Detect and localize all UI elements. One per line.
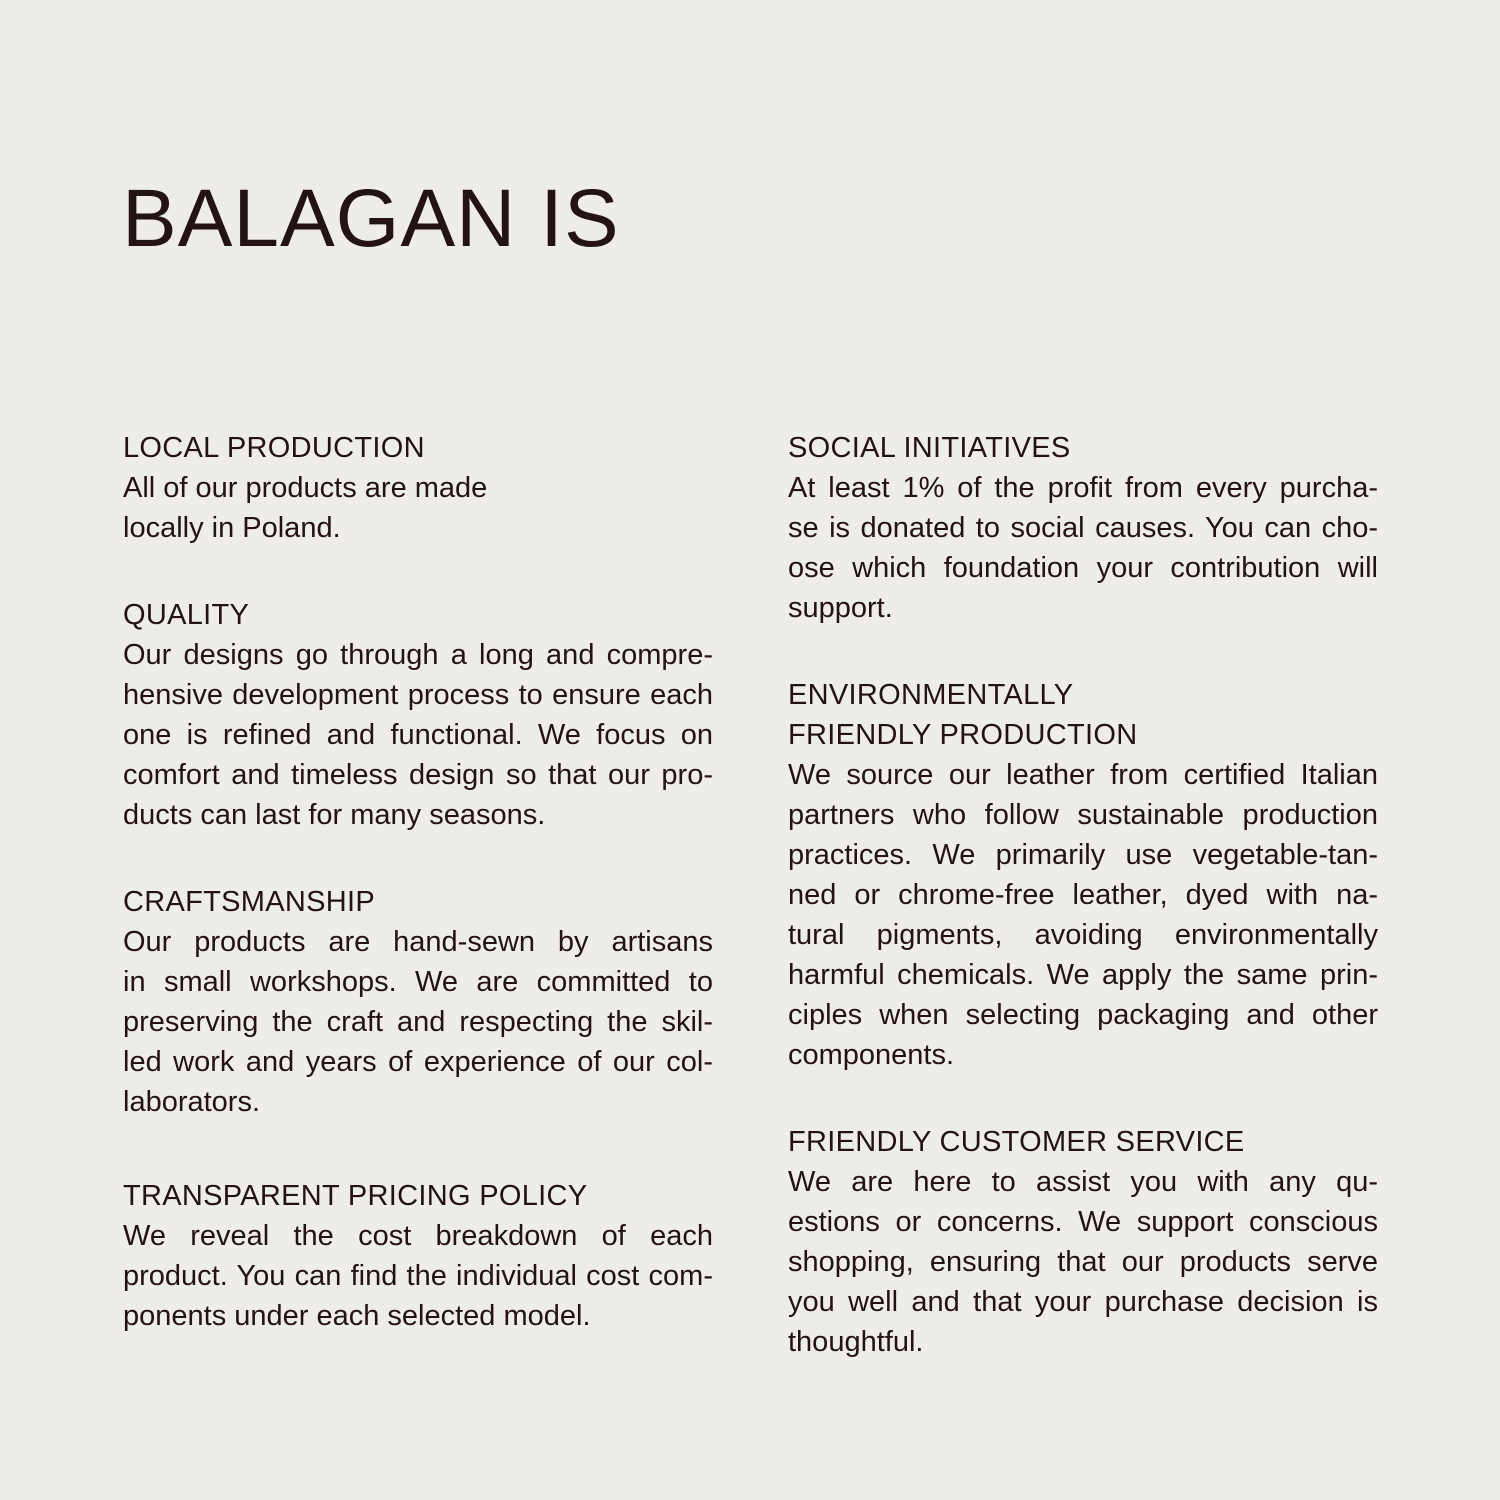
- section-body-line: tural pigments, avoiding environmentally: [788, 919, 1378, 951]
- section-body-line: components.: [788, 1039, 955, 1071]
- section-body-line: ned or chrome-free leather, dyed with na-: [788, 879, 1378, 911]
- section-left-0: [123, 428, 713, 548]
- section-body-line: harmful chemicals. We apply the same prin-: [788, 959, 1378, 991]
- section-body-line: se is donated to social causes. You can cho-: [788, 512, 1378, 544]
- left-column: [123, 428, 713, 1336]
- section-body-line: We are here to assist you with any qu-: [788, 1166, 1378, 1198]
- section-heading: FRIENDLY PRODUCTION: [788, 719, 1138, 751]
- section-body-line: laborators.: [123, 1086, 261, 1118]
- section-heading: FRIENDLY CUSTOMER SERVICE: [788, 1126, 1245, 1158]
- section-body-line: in small workshops. We are committed to: [123, 966, 713, 998]
- section-body-line: At least 1% of the profit from every purcha-: [788, 472, 1378, 504]
- section-body-line: comfort and timeless design so that our pro-: [123, 759, 713, 791]
- section-body-line: support.: [788, 592, 893, 624]
- section-body-line: you well and that your purchase decision is: [788, 1286, 1378, 1318]
- section-body-line: practices. We primarily use vegetable-tan-: [788, 839, 1378, 871]
- section-heading: TRANSPARENT PRICING POLICY: [123, 1180, 588, 1212]
- section-heading: CRAFTSMANSHIP: [123, 886, 376, 918]
- right-column: [788, 428, 1378, 1362]
- page-title: BALAGAN IS: [122, 173, 620, 264]
- section-left-3: [123, 1176, 713, 1336]
- section-body-line: estions or concerns. We support conscious: [788, 1206, 1378, 1238]
- section-left-1: [123, 595, 713, 835]
- section-heading: QUALITY: [123, 599, 250, 631]
- section-body-line: locally in Poland.: [123, 512, 341, 544]
- section-heading: ENVIRONMENTALLY: [788, 679, 1074, 711]
- section-body-line: All of our products are made: [123, 472, 488, 504]
- section-heading: SOCIAL INITIATIVES: [788, 432, 1071, 464]
- section-body-line: thoughtful.: [788, 1326, 924, 1358]
- section-body-line: ose which foundation your contribution will: [788, 552, 1378, 584]
- section-body-line: product. You can find the individual cost com-: [123, 1260, 713, 1292]
- section-body-line: hensive development process to ensure each: [123, 679, 713, 711]
- section-body-line: one is refined and functional. We focus on: [123, 719, 713, 751]
- section-body-line: We source our leather from certified Italian: [788, 759, 1378, 791]
- section-body-line: Our products are hand-sewn by artisans: [123, 926, 713, 958]
- section-body-line: ducts can last for many seasons.: [123, 799, 546, 831]
- section-body-line: ponents under each selected model.: [123, 1300, 591, 1332]
- section-right-1: [788, 675, 1378, 1075]
- section-body-line: ciples when selecting packaging and other: [788, 999, 1378, 1031]
- section-body-line: preserving the craft and respecting the skil-: [123, 1006, 713, 1038]
- section-left-2: [123, 882, 713, 1122]
- section-body-line: partners who follow sustainable production: [788, 799, 1378, 831]
- section-right-2: [788, 1122, 1378, 1362]
- section-body-line: shopping, ensuring that our products serve: [788, 1246, 1378, 1278]
- section-heading: LOCAL PRODUCTION: [123, 432, 425, 464]
- section-body-line: We reveal the cost breakdown of each: [123, 1220, 713, 1252]
- section-right-0: [788, 428, 1378, 628]
- section-body-line: led work and years of experience of our col-: [123, 1046, 713, 1078]
- section-body-line: Our designs go through a long and compre-: [123, 639, 713, 671]
